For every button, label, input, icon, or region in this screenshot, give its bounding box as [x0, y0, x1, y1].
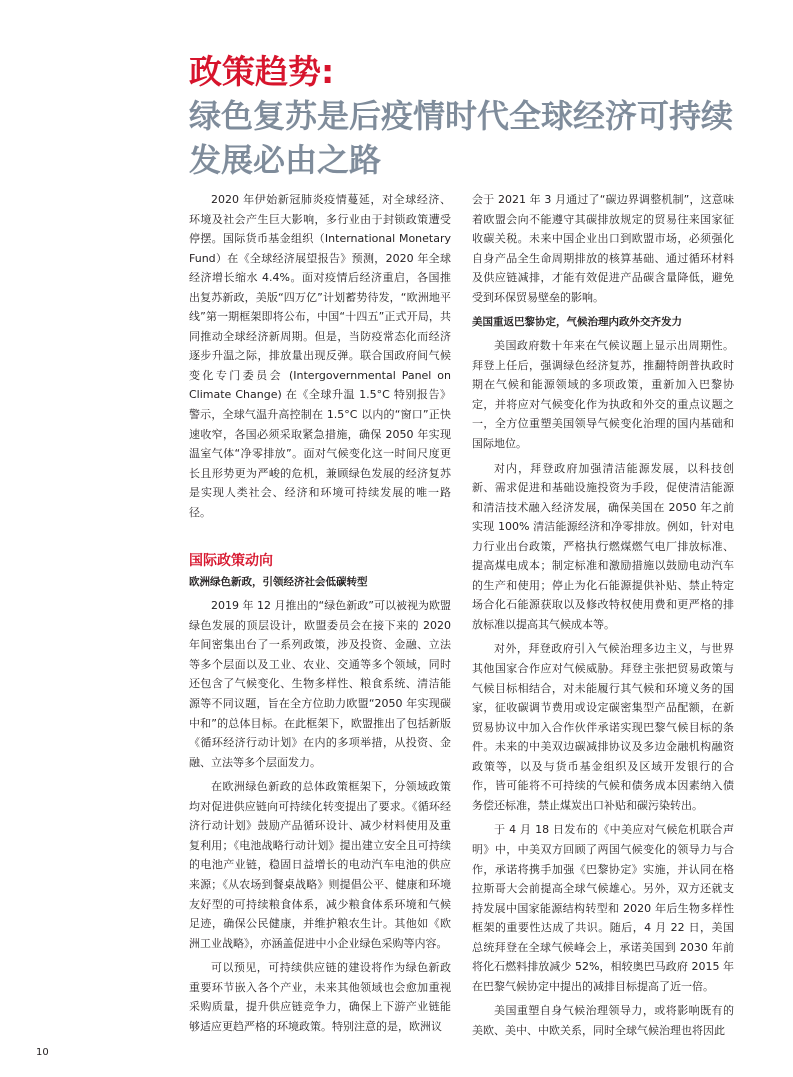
page-title: [189, 50, 769, 182]
eu-paragraph-3: 可以预见，可持续供应链的建设将作为绿色新政重要环节嵌入各个产业，未来其他领域也会愈加重视采购质量，提升供应链竞争力，确保上下游产业链能够适应更趋严格的环境政策。特别注意的是，欧洲议: [189, 961, 451, 1033]
title-line-1: 政策趋势:: [189, 52, 335, 91]
us-paragraph-2: 对内，拜登政府加强清洁能源发展，以科技创新、需求促进和基础设施投资为手段，促使清洁能源和清洁技术融入经济发展，确保美国在 2050 年之前实现 100% 清洁能源经济和净零排放。例如，针对电力行业出台政策，严格执行燃煤燃气电厂排放标准、提高煤电成本；制定标准和激励措施以鼓励电动汽车的生产和使用；停止为化石能源提供补贴、禁止特定场合化石能源获取以及修改特权使用费和更严格的排放标准以提高其气候成本等。: [472, 461, 734, 631]
title-line-2: 绿色复苏是后疫情时代全球经济可持续: [189, 97, 734, 135]
us-paragraph-1: 美国政府数十年来在气候议题上显示出周期性。拜登上任后，强调绿色经济复苏，推翻特朗普执政时期在气候和能源领域的多项政策，重新加入巴黎协定，并将应对气候变化作为执政和外交的重点议题之一，全方位重塑美国领导气候变化治理的国内基础和国际地位。: [472, 339, 734, 451]
right-column: [472, 190, 734, 1045]
page-number: 10: [36, 1047, 49, 1058]
us-paragraph-3: 对外，拜登政府引入气候治理多边主义，与世界其他国家合作应对气候威胁。拜登主张把贸易政策与气候目标相结合，对未能履行其气候和环境义务的国家，征收碳调节费用或设定碳密集型产品配额，在新贸易协议中加入合作伙伴承诺实现巴黎气候目标的条件。未来的中美双边碳减排协议及多边金融机构融资政策等，以及与货币基金组织及区域开发银行的合作，皆可能将不可持续的气候和债务成本因素纳入债务偿还标准，禁止煤炭出口补贴和碳污染转出。: [472, 642, 734, 812]
subheading-us: 美国重返巴黎协定，气候治理内政外交齐发力: [472, 316, 682, 329]
eu-paragraph-2: 在欧洲绿色新政的总体政策框架下，分领域政策均对促进供应链向可持续化转变提出了要求。《循环经济行动计划》鼓励产品循环设计、减少材料使用及重复利用；《电池战略行动计划》提出建立安全且可持续的电池产业链，稳固日益增长的电动汽车电池的供应来源；《从农场到餐桌战略》则提倡公平、健康和环境友好型的可持续粮食体系，减少粮食体系环境和气候足迹，确保公民健康，并维护粮农生计。其他如《欧洲工业战略》，亦涵盖促进中小企业绿色采购等内容。: [189, 780, 451, 950]
intro-paragraph: 2020 年伊始新冠肺炎疫情蔓延，对全球经济、环境及社会产生巨大影响，多行业由于封锁政策遭受停摆。国际货币基金组织（International Monetary Fund）在《全球经济展望报告》预测，2020 年全球经济增长缩水 4.4%。面对疫情后经济重启，各国推出复苏新政，美版“四万亿”计划蓄势待发，“欧洲地平线”第一期框架即将公布，中国“十四五”正式开局，共同推动全球经济新周期。但是，当防疫常态化而经济逐步升温之际，排放量出现反弹。联合国政府间气候变化专门委员会 (Intergovernmental Panel on Climate Change) 在《全球升温 1.5°C 特别报告》警示，全球气温升高控制在 1.5°C 以内的“窗口”正快速收窄，各国必须采取紧急措施，确保 2050 年实现温室气体“净零排放”。面对气候变化这一时间尺度更长且形势更为严峻的危机，兼顾绿色发展的经济复苏是实现人类社会、经济和环境可持续发展的唯一路径。: [189, 193, 451, 519]
section-title: 国际政策动向: [189, 553, 273, 570]
eu-paragraph-1: 2019 年 12 月推出的“绿色新政”可以被视为欧盟绿色发展的顶层设计，欧盟委员会在接下来的 2020 年间密集出台了一系列政策，涉及投资、金融、立法等多个层面以及工业、农业、交通等多个领域，同时还包含了气候变化、生物多样性、粮食系统、清洁能源等不同议题，旨在全方位助力欧盟“2050 年实现碳中和”的总体目标。在此框架下，欧盟推出了包括新版《循环经济行动计划》在内的多项举措，从投资、金融、立法等多个层面发力。: [189, 599, 451, 769]
us-paragraph-4: 于 4 月 18 日发布的《中美应对气候危机联合声明》中，中美双方回顾了两国气候变化的领导力与合作，承诺将携手加强《巴黎协定》实施，并认同在格拉斯哥大会前提高全球气候雄心。另外，双方还就支持发展中国家能源结构转型和 2020 年后生物多样性框架的重要性达成了共识。随后，4 月 22 日，美国总统拜登在全球气候峰会上，承诺美国到 2030 年前将化石燃料排放减少 52%，相较奥巴马政府 2015 年在巴黎气候协定中提出的减排目标提高了近一倍。: [472, 823, 734, 993]
subheading-eu: 欧洲绿色新政，引领经济社会低碳转型: [189, 576, 368, 589]
left-column: [189, 190, 451, 1041]
eu-paragraph-3-continuation: 会于 2021 年 3 月通过了“碳边界调整机制”，这意味着欧盟会向不能遵守其碳排放规定的贸易往来国家征收碳关税。未来中国企业出口到欧盟市场，必须强化自身产品全生命周期排放的核算基础、通过循环材料及供应链减排，才能有效促进产品碳含量降低，避免受到环保贸易壁垒的影响。: [472, 193, 734, 304]
title-line-3: 发展必由之路: [189, 141, 382, 179]
us-paragraph-5: 美国重塑自身气候治理领导力，或将影响既有的美欧、美中、中欧关系，同时全球气候治理也将因此: [472, 1004, 734, 1037]
